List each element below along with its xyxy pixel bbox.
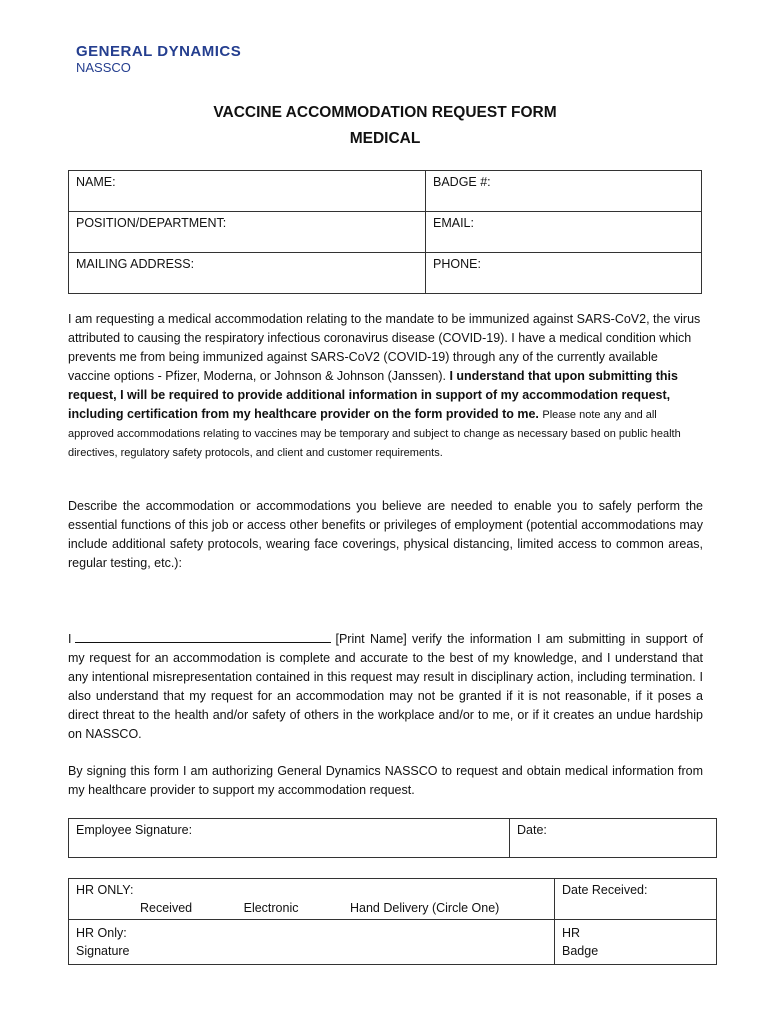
verification-statement [68, 629, 703, 744]
hr-label: HR [562, 926, 581, 940]
accommodation-description-prompt: Describe the accommodation or accommodations you believe are needed to enable you to safely perform the essential functions of this job or access other benefits or privileges of employment (potential accommodations may include additional safety protocols, wearing face coverings, physical distancing, limited access to common areas, regular testing, etc.): [68, 499, 703, 570]
employee-signature-field[interactable]: Employee Signature: [69, 819, 510, 858]
employee-info-table [68, 170, 702, 294]
badge-label: Badge [562, 944, 599, 958]
table-row [69, 879, 717, 920]
table-row [69, 920, 717, 965]
table-row [69, 171, 702, 212]
table-row [69, 212, 702, 253]
authorization-statement: By signing this form I am authorizing General Dynamics NASSCO to request and obtain medical information from my healthcare provider to support my accommodation request. [68, 764, 703, 797]
hr-receipt-method-cell [69, 879, 555, 920]
request-statement-text: I am requesting a medical accommodation relating to the mandate to be immunized against SARS-CoV2, the virus attributed to causing the respiratory infectious coronavirus disease (COVID-19). I have a medical condition which prevents me from being immunized against SARS-CoV2 (COVID-19) through any of the currently available vaccine options - Pfizer, Moderna, or Johnson & Johnson (Janssen). [68, 312, 701, 383]
hr-only-label: HR ONLY: [76, 883, 134, 897]
logo-division-name: NASSCO [76, 60, 131, 75]
table-row [69, 253, 702, 294]
company-logo [76, 44, 241, 75]
hr-badge-field[interactable] [555, 920, 717, 965]
mailing-address-field[interactable]: MAILING ADDRESS: [69, 253, 426, 294]
request-statement [68, 310, 703, 462]
name-field[interactable]: NAME: [69, 171, 426, 212]
table-row [69, 819, 717, 858]
option-hand-delivery[interactable]: Hand Delivery (Circle One) [349, 901, 500, 915]
form-subtitle: MEDICAL [349, 130, 421, 147]
print-name-blank[interactable] [75, 629, 331, 643]
signature-table [68, 818, 717, 858]
request-statement-note: Please note any and all approved accommodations relating to vaccines may be temporary and subject to change as necessary based on public health directives, regulatory safety protocols, and client and customer requirements. [68, 409, 681, 459]
email-field[interactable]: EMAIL: [426, 212, 702, 253]
receipt-method-options [76, 901, 547, 915]
hr-only-table [68, 878, 717, 965]
logo-company-name: GENERAL DYNAMICS [76, 43, 242, 60]
signature-label: Signature [76, 944, 130, 958]
verification-text: [Print Name] verify the information I am submitting in support of my request for an accommodation is complete and accurate to the best of my knowledge, and I understand that any intentional misrepresentation contained in this request may result in disciplinary action, including termination. I also understand that my request for an accommodation may not be granted if it is not reasonable, if it poses a direct threat to the health and/or safety of others in the workplace and/or to me, or if it creates an undue hardship on NASSCO. [68, 632, 703, 741]
form-title: VACCINE ACCOMMODATION REQUEST FORM [213, 104, 557, 121]
phone-field[interactable]: PHONE: [426, 253, 702, 294]
verification-start: I [68, 632, 72, 646]
position-department-field[interactable]: POSITION/DEPARTMENT: [69, 212, 426, 253]
date-received-field[interactable]: Date Received: [555, 879, 717, 920]
request-statement-bold: I understand that upon submitting this request, I will be required to provide additional information in support of my accommodation request, including certification from my healthcare provider on the form provided to me. [68, 369, 678, 421]
option-received[interactable]: Received [140, 901, 193, 915]
hr-only-signature-label: HR Only: [76, 926, 127, 940]
signature-date-field[interactable]: Date: [510, 819, 717, 858]
option-electronic[interactable]: Electronic [243, 901, 299, 915]
badge-field[interactable]: BADGE #: [426, 171, 702, 212]
hr-signature-field[interactable] [69, 920, 555, 965]
